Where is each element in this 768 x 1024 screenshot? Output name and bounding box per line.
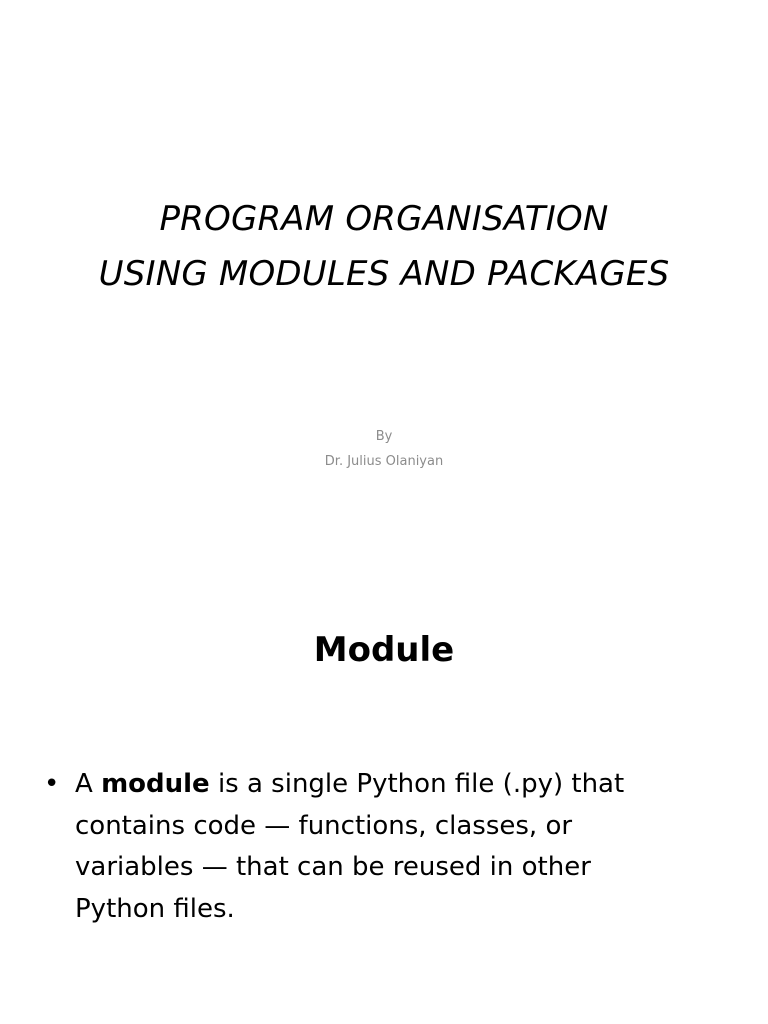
slide-heading: Module	[313, 630, 455, 670]
presentation-title	[0, 192, 768, 302]
bullet-prefix: A	[75, 769, 102, 799]
bullet-list	[44, 764, 684, 930]
author-name: Dr. Julius Olaniyan	[324, 454, 444, 469]
byline: By	[375, 429, 393, 444]
list-item	[44, 764, 684, 930]
bullet-text: is a single Python file (.py) that contains code — functions, classes, or variables — that can be reused in other Python files.	[75, 769, 625, 924]
title-line-1: PROGRAM ORGANISATION	[159, 199, 609, 239]
bullet-emphasis: module	[101, 769, 210, 799]
author-block	[0, 424, 768, 474]
bullet-marker: •	[44, 769, 60, 799]
title-line-2: USING MODULES AND PACKAGES	[98, 254, 670, 294]
